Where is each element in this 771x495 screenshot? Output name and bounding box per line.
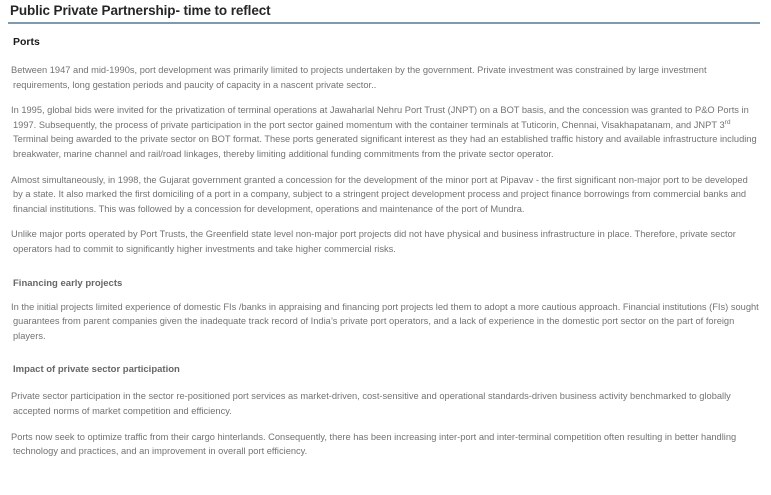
ports-paragraph-3: Almost simultaneously, in 1998, the Gujarat government granted a concession for the development of the minor port at Pipavav - the first significant non-major port to be developed by a state. It also marked the first domiciling of a port in a company, subject to a stringent project development process and project finance borrowings from commercial banks and financial institutions. This was followed by a concession for development, operations and maintenance of the port of Mundra. <box>11 174 748 214</box>
ports-paragraph-4: Unlike major ports operated by Port Trusts, the Greenfield state level non-major port projects did not have physical and business infrastructure in place. Therefore, private sector operators had to commit to significantly higher investments and take higher commercial risks. <box>11 229 736 254</box>
impact-paragraph-2: Ports now seek to optimize traffic from their cargo hinterlands. Consequently, there has been increasing inter-port and inter-terminal competition often resulting in better handling technology and practices, and an improvement in overall port efficiency. <box>11 431 737 457</box>
slide-title-block <box>8 2 760 24</box>
spacer <box>0 290 771 300</box>
ports-paragraph-1: Between 1947 and mid-1990s, port development was primarily limited to projects undertaken by the government. Private investment was constrained by large investment requirements, long gestation periods and paucity of capacity in a nascent private sector.. <box>11 65 707 90</box>
impact-paragraph-1: Private sector participation in the sector re-positioned port services as market-driven, cost-sensitive and operational standards-driven business activity benchmarked to globally accepted norms of market competition and efficiency. <box>11 391 731 416</box>
slide-title: Public Private Partnership- time to reflect <box>10 3 271 18</box>
spacer <box>0 162 771 173</box>
spacer <box>0 216 771 227</box>
spacer <box>0 419 771 430</box>
spacer <box>0 49 771 63</box>
ports-paragraph-2-part1: In 1995, global bids were invited for the privatization of terminal operations at Jawaharlal Nehru Port Trust (JNPT) on a BOT basis, and the concession was granted to P&O Ports in 1997. Subsequently, the process of private participation in the port sector gained momentum with the container terminals at Tuticorin, Chennai, Visakhapatanam, and JNPT 3 <box>11 105 749 130</box>
financing-paragraph-1: In the initial projects limited experience of domestic FIs /banks in appraising and financing port projects led them to adopt a more cautious approach. Financial institutions (FIs) sought guarantees from parent companies given the inadequate track record of India’s private port operators, and a lack of experience in the domestic port sector on the part of foreign players. <box>11 301 759 341</box>
spacer <box>0 257 771 277</box>
ports-paragraph-2-part2: Terminal being awarded to the private sector on BOT format. These ports generated significant interest as they had an established traffic history and available infrastructure including breakwater, marine channel and rail/road linkages, thereby limiting additional funding commitments from the private sector operator. <box>13 134 757 159</box>
spacer <box>0 92 771 103</box>
section-heading-ports: Ports <box>13 36 40 48</box>
section-heading-financing-early-projects: Financing early projects <box>13 277 123 289</box>
spacer <box>0 343 771 363</box>
spacer <box>0 376 771 389</box>
slide-body <box>0 30 771 459</box>
ordinal-superscript-rd: rd <box>724 118 731 126</box>
section-heading-impact-of-private-sector-participation: Impact of private sector participation <box>13 364 180 376</box>
ports-paragraph-2 <box>0 103 771 161</box>
title-underline-rule <box>8 22 760 24</box>
